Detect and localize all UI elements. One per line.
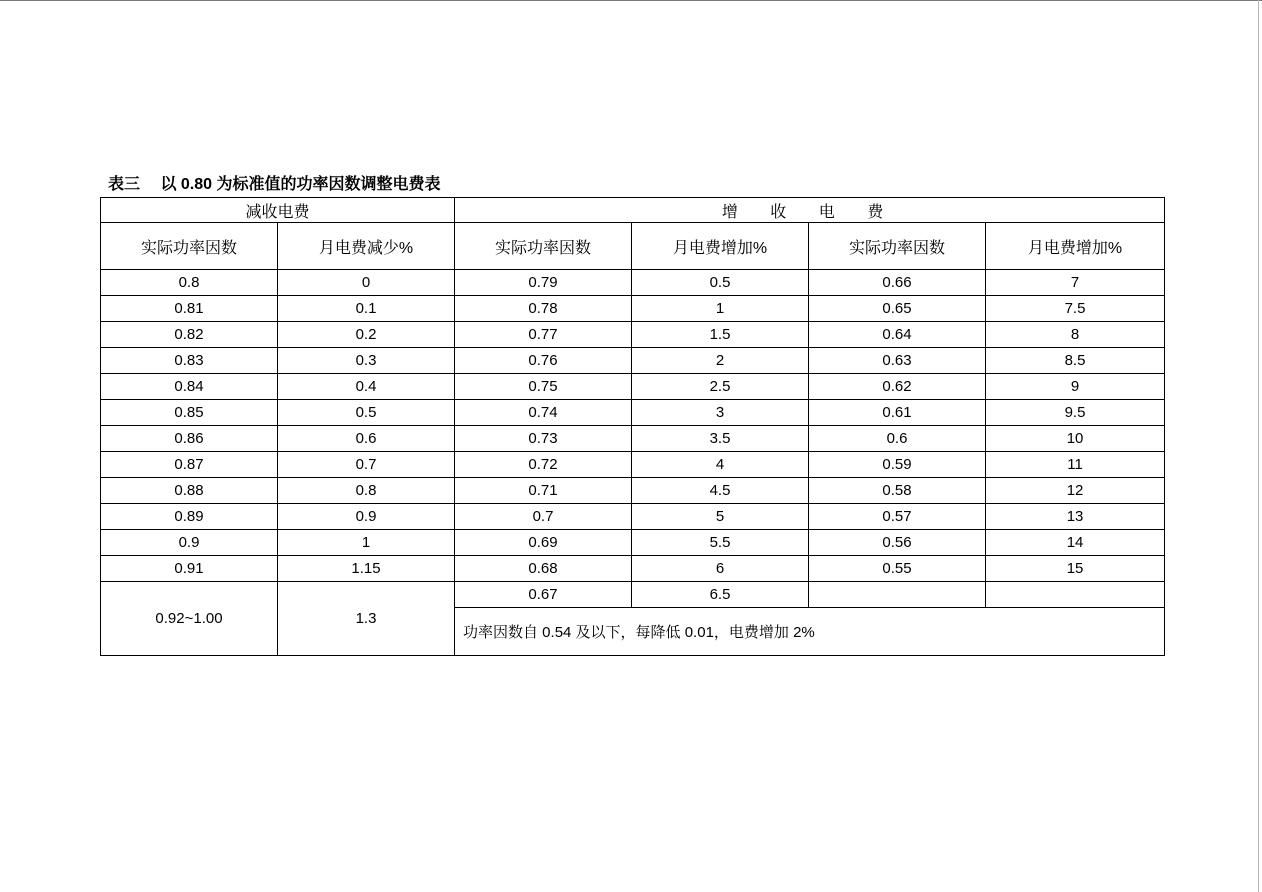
table-cell: 0.62	[809, 374, 986, 400]
table-cell: 0.77	[455, 322, 632, 348]
group-header-row	[101, 198, 1165, 223]
table-cell: 0.4	[278, 374, 455, 400]
table-cell: 4.5	[632, 478, 809, 504]
table-cell: 0.56	[809, 530, 986, 556]
table-cell: 1.5	[632, 322, 809, 348]
table-cell: 14	[986, 530, 1165, 556]
table-cell: 0.63	[809, 348, 986, 374]
table-cell: 1.15	[278, 556, 455, 582]
table-cell: 0	[278, 270, 455, 296]
table-cell: 0.9	[278, 504, 455, 530]
table-row	[101, 374, 1165, 400]
table-row	[101, 452, 1165, 478]
merged-reduce-cell: 1.3	[278, 582, 455, 656]
table-cell: 0.85	[101, 400, 278, 426]
table-cell: 0.68	[455, 556, 632, 582]
table-cell: 6	[632, 556, 809, 582]
table-row	[101, 348, 1165, 374]
table-cell: 0.5	[278, 400, 455, 426]
table-cell: 13	[986, 504, 1165, 530]
table-caption: 表三 以 0.80 为标准值的功率因数调整电费表	[108, 176, 441, 193]
table-cell: 0.79	[455, 270, 632, 296]
table-row	[101, 556, 1165, 582]
table-row	[101, 530, 1165, 556]
table-row	[101, 426, 1165, 452]
table-cell: 0.58	[809, 478, 986, 504]
table-cell: 0.8	[101, 270, 278, 296]
table-row	[101, 400, 1165, 426]
table-cell: 12	[986, 478, 1165, 504]
merged-pf-cell: 0.92~1.00	[101, 582, 278, 656]
empty-cell	[809, 582, 986, 608]
column-header: 实际功率因数	[455, 223, 632, 270]
table-cell: 0.61	[809, 400, 986, 426]
table-cell: 0.82	[101, 322, 278, 348]
table-cell: 10	[986, 426, 1165, 452]
table-row	[101, 270, 1165, 296]
table-body	[101, 198, 1165, 656]
table-cell: 0.73	[455, 426, 632, 452]
table-cell: 0.83	[101, 348, 278, 374]
table-cell: 0.55	[809, 556, 986, 582]
table-cell: 0.67	[455, 582, 632, 608]
table-cell: 0.5	[632, 270, 809, 296]
column-header: 月电费减少%	[278, 223, 455, 270]
table-cell: 0.87	[101, 452, 278, 478]
empty-cell	[986, 582, 1165, 608]
table-cell: 1	[278, 530, 455, 556]
table-cell: 0.86	[101, 426, 278, 452]
table-cell: 1	[632, 296, 809, 322]
page-right-border	[1258, 0, 1259, 892]
table-cell: 0.3	[278, 348, 455, 374]
table-cell: 0.72	[455, 452, 632, 478]
column-header: 实际功率因数	[809, 223, 986, 270]
power-factor-fee-table	[100, 197, 1165, 656]
table-cell: 0.7	[278, 452, 455, 478]
table-cell: 0.75	[455, 374, 632, 400]
table-cell: 3	[632, 400, 809, 426]
table-row	[101, 504, 1165, 530]
table-cell: 6.5	[632, 582, 809, 608]
table-row	[101, 478, 1165, 504]
table-cell: 7.5	[986, 296, 1165, 322]
table-cell: 0.78	[455, 296, 632, 322]
table-cell: 0.9	[101, 530, 278, 556]
table-cell: 4	[632, 452, 809, 478]
group-increase-header: 增 收 电 费	[455, 198, 1165, 223]
table-cell: 8	[986, 322, 1165, 348]
table-cell: 2.5	[632, 374, 809, 400]
table-cell: 0.84	[101, 374, 278, 400]
table-cell: 8.5	[986, 348, 1165, 374]
table-cell: 0.74	[455, 400, 632, 426]
table-cell: 0.2	[278, 322, 455, 348]
table-cell: 0.1	[278, 296, 455, 322]
table-cell: 0.6	[809, 426, 986, 452]
table-cell: 0.59	[809, 452, 986, 478]
table-row	[101, 322, 1165, 348]
table-note: 功率因数自 0.54 及以下，每降低 0.01，电费增加 2%	[455, 608, 1165, 656]
table-cell: 5.5	[632, 530, 809, 556]
table-cell: 11	[986, 452, 1165, 478]
table-row-last	[101, 582, 1165, 608]
table-cell: 15	[986, 556, 1165, 582]
table-cell: 0.81	[101, 296, 278, 322]
table-cell: 0.91	[101, 556, 278, 582]
table-cell: 9	[986, 374, 1165, 400]
column-header: 月电费增加%	[632, 223, 809, 270]
table-cell: 0.76	[455, 348, 632, 374]
table-cell: 2	[632, 348, 809, 374]
table-cell: 9.5	[986, 400, 1165, 426]
table-cell: 0.8	[278, 478, 455, 504]
table-cell: 0.71	[455, 478, 632, 504]
table-cell: 3.5	[632, 426, 809, 452]
table-cell: 0.88	[101, 478, 278, 504]
table-cell: 0.7	[455, 504, 632, 530]
group-reduce-header: 减收电费	[101, 198, 455, 223]
table-cell: 0.64	[809, 322, 986, 348]
table-cell: 0.6	[278, 426, 455, 452]
table-cell: 5	[632, 504, 809, 530]
table-cell: 7	[986, 270, 1165, 296]
column-header: 月电费增加%	[986, 223, 1165, 270]
table-cell: 0.69	[455, 530, 632, 556]
column-header: 实际功率因数	[101, 223, 278, 270]
table-cell: 0.57	[809, 504, 986, 530]
table-cell: 0.65	[809, 296, 986, 322]
column-header-row	[101, 223, 1165, 270]
page-top-border	[0, 0, 1262, 1]
table-row	[101, 296, 1165, 322]
table-cell: 0.66	[809, 270, 986, 296]
table-cell: 0.89	[101, 504, 278, 530]
